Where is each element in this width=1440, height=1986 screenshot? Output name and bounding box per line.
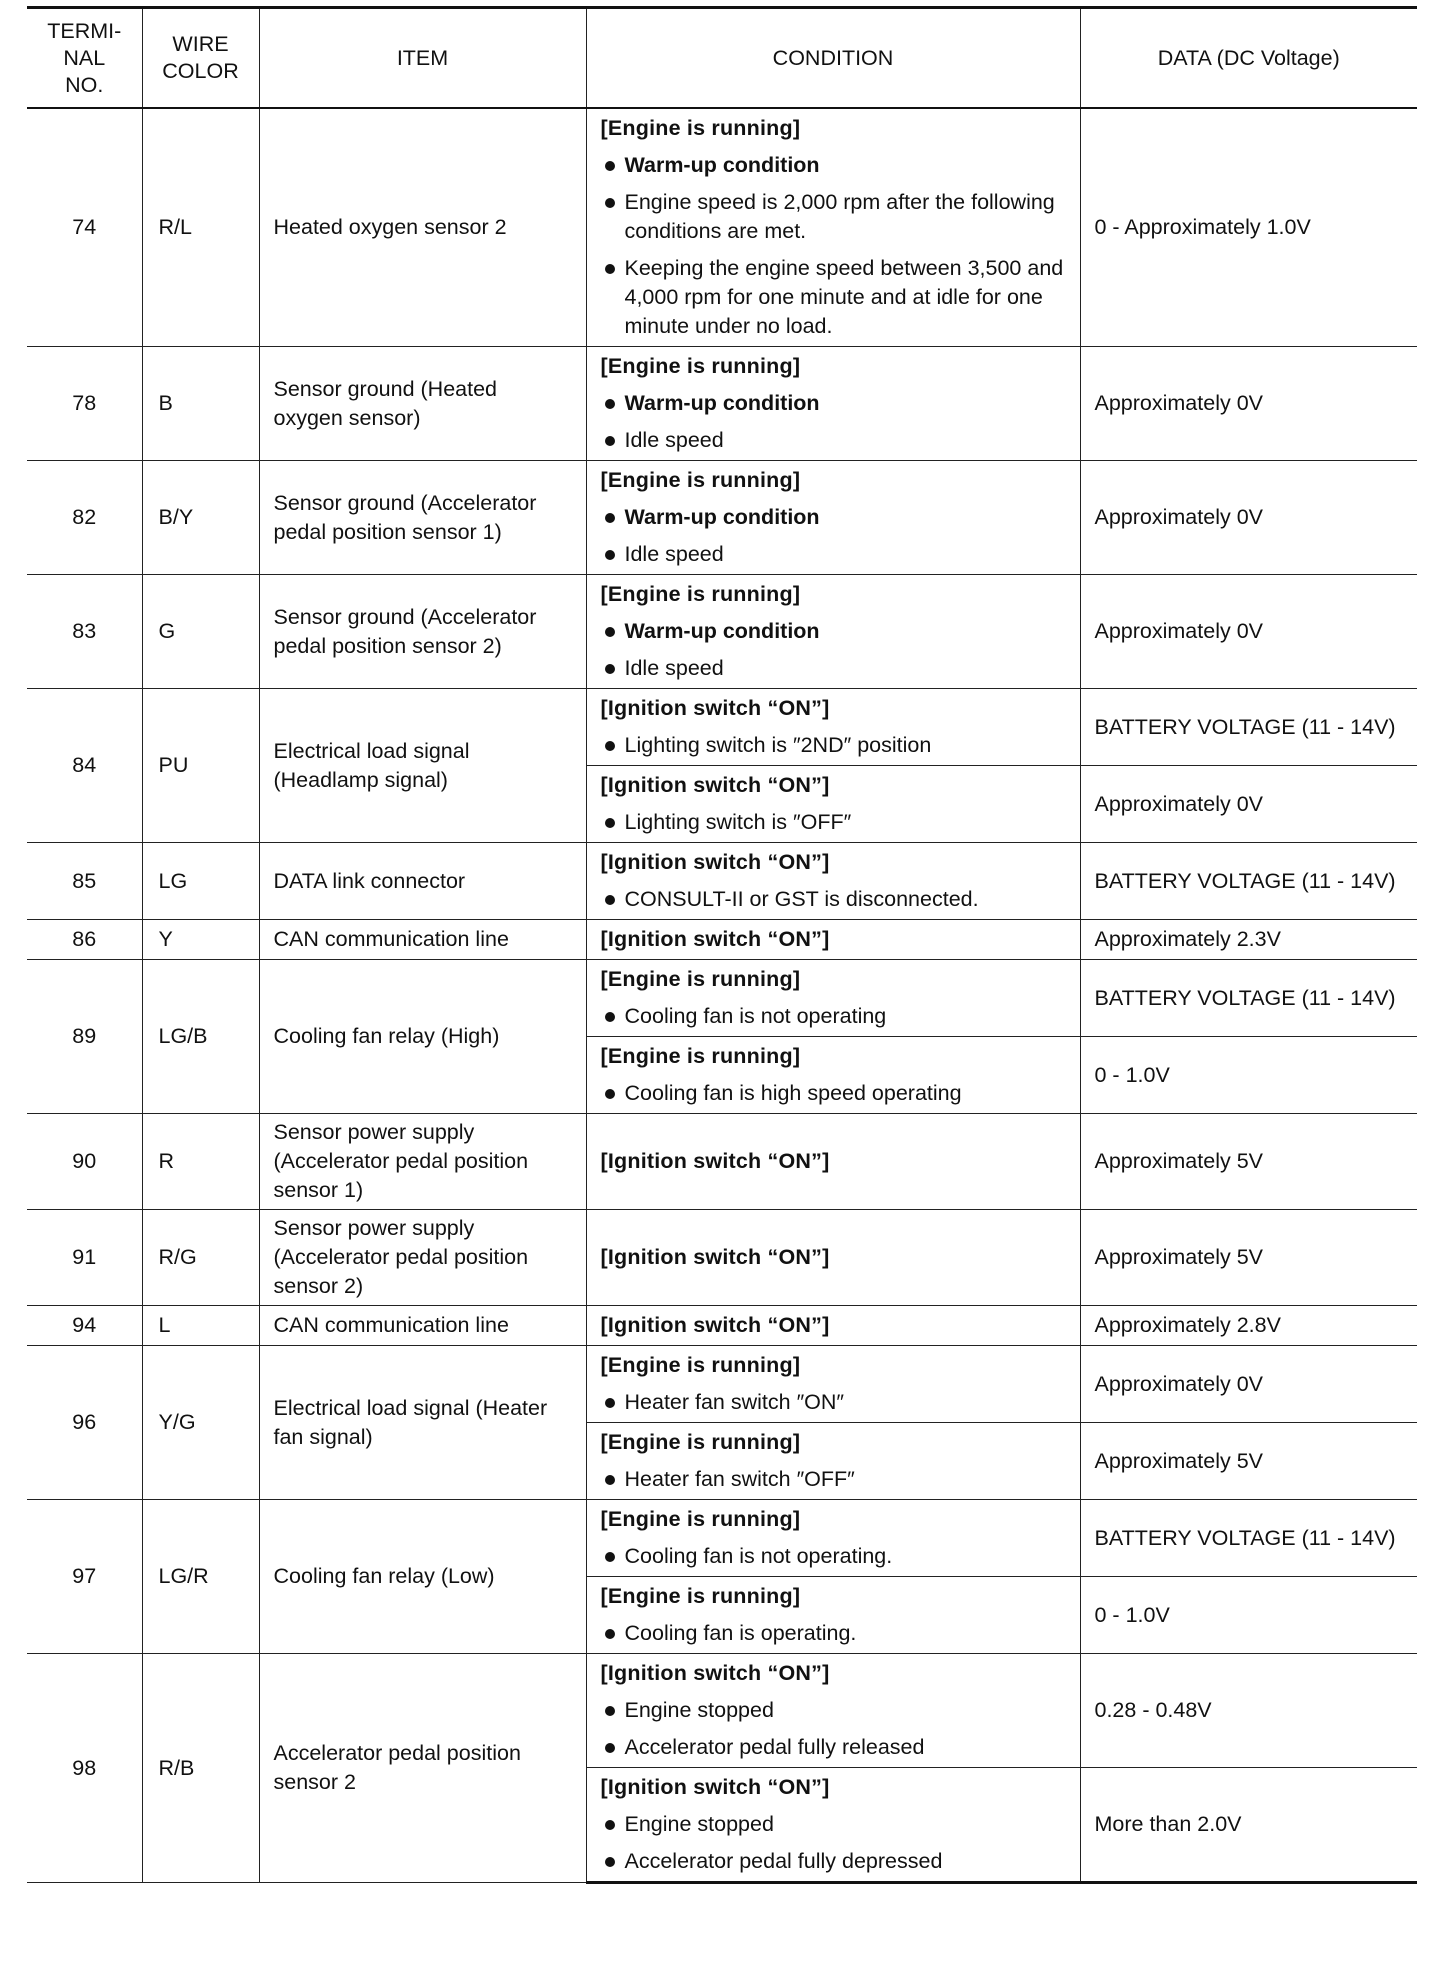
condition-cell — [586, 1577, 1080, 1654]
condition-bullet: Cooling fan is not operating. — [601, 1542, 1068, 1571]
wire-color: LG — [142, 843, 259, 920]
item-description: Electrical load signal (Heater fan signal) — [259, 1346, 586, 1500]
dc-voltage-value: Approximately 5V — [1080, 1114, 1417, 1210]
terminal-number: 89 — [27, 960, 142, 1114]
table-row — [27, 920, 1417, 960]
condition-cell — [586, 1037, 1080, 1114]
condition-cell — [586, 1114, 1080, 1210]
table-row — [27, 689, 1417, 766]
condition-bullet: Idle speed — [601, 654, 1068, 683]
dc-voltage-value: Approximately 0V — [1080, 347, 1417, 461]
terminal-number: 82 — [27, 461, 142, 575]
condition-bullet: Warm-up condition — [601, 151, 1068, 180]
condition-cell — [586, 920, 1080, 960]
condition-cell — [586, 843, 1080, 920]
item-description: Sensor ground (Accelerator pedal position sensor 2) — [259, 575, 586, 689]
wire-color: R/L — [142, 108, 259, 347]
terminal-table-container — [27, 6, 1417, 1884]
wire-color: PU — [142, 689, 259, 843]
condition-header: [Engine is running] — [600, 582, 801, 606]
dc-voltage-value: BATTERY VOLTAGE (11 - 14V) — [1080, 1500, 1417, 1577]
terminal-number: 85 — [27, 843, 142, 920]
condition-bullet: Keeping the engine speed between 3,500 and 4,000 rpm for one minute and at idle for one minute under no load. — [601, 254, 1068, 341]
dc-voltage-value: BATTERY VOLTAGE (11 - 14V) — [1080, 843, 1417, 920]
condition-bullet: Warm-up condition — [601, 503, 1068, 532]
condition-bullet: Engine stopped — [601, 1696, 1068, 1725]
condition-header: [Engine is running] — [600, 1584, 801, 1608]
condition-bullet: Accelerator pedal fully depressed — [601, 1847, 1068, 1876]
condition-bullet: Cooling fan is high speed operating — [601, 1079, 1068, 1108]
terminal-number: 96 — [27, 1346, 142, 1500]
condition-cell — [586, 461, 1080, 575]
item-description: CAN communication line — [259, 1306, 586, 1346]
header-condition: CONDITION — [586, 8, 1080, 109]
ecm-terminal-table — [27, 6, 1417, 1884]
condition-cell — [586, 575, 1080, 689]
condition-bullet: Warm-up condition — [601, 389, 1068, 418]
item-description: Cooling fan relay (High) — [259, 960, 586, 1114]
dc-voltage-value: 0.28 - 0.48V — [1080, 1654, 1417, 1768]
item-description: Sensor power supply (Accelerator pedal position sensor 1) — [259, 1114, 586, 1210]
table-row — [27, 1500, 1417, 1577]
wire-color: LG/B — [142, 960, 259, 1114]
terminal-number: 74 — [27, 108, 142, 347]
terminal-number: 84 — [27, 689, 142, 843]
condition-cell — [586, 1654, 1080, 1768]
wire-color: B — [142, 347, 259, 461]
dc-voltage-value: BATTERY VOLTAGE (11 - 14V) — [1080, 689, 1417, 766]
condition-cell — [586, 1768, 1080, 1883]
table-row — [27, 1654, 1417, 1768]
condition-bullet: Cooling fan is not operating — [601, 1002, 1068, 1031]
condition-header: [Ignition switch “ON”] — [600, 927, 830, 951]
table-row — [27, 108, 1417, 347]
condition-header: [Ignition switch “ON”] — [600, 696, 830, 720]
table-row — [27, 843, 1417, 920]
condition-bullet: Idle speed — [601, 540, 1068, 569]
wire-color: R/B — [142, 1654, 259, 1883]
wire-color: Y — [142, 920, 259, 960]
dc-voltage-value: More than 2.0V — [1080, 1768, 1417, 1883]
table-row — [27, 960, 1417, 1037]
condition-cell — [586, 108, 1080, 347]
dc-voltage-value: 0 - Approximately 1.0V — [1080, 108, 1417, 347]
condition-header: [Engine is running] — [600, 1430, 801, 1454]
condition-bullet: Warm-up condition — [601, 617, 1068, 646]
condition-bullet: Heater fan switch ″ON″ — [601, 1388, 1068, 1417]
item-description: DATA link connector — [259, 843, 586, 920]
condition-cell — [586, 689, 1080, 766]
condition-bullet: Cooling fan is operating. — [601, 1619, 1068, 1648]
table-header-row — [27, 8, 1417, 109]
dc-voltage-value: Approximately 0V — [1080, 575, 1417, 689]
condition-bullet: Idle speed — [601, 426, 1068, 455]
dc-voltage-value: Approximately 2.8V — [1080, 1306, 1417, 1346]
wire-color: L — [142, 1306, 259, 1346]
dc-voltage-value: Approximately 5V — [1080, 1210, 1417, 1306]
condition-header: [Engine is running] — [600, 1044, 801, 1068]
condition-header: [Ignition switch “ON”] — [600, 1661, 830, 1685]
condition-bullet: Accelerator pedal fully released — [601, 1733, 1068, 1762]
terminal-number: 91 — [27, 1210, 142, 1306]
wire-color: G — [142, 575, 259, 689]
condition-cell — [586, 766, 1080, 843]
condition-bullet: CONSULT-II or GST is disconnected. — [601, 885, 1068, 914]
wire-color: LG/R — [142, 1500, 259, 1654]
wire-color: R — [142, 1114, 259, 1210]
condition-header: [Ignition switch “ON”] — [600, 1313, 830, 1337]
condition-bullet: Engine stopped — [601, 1810, 1068, 1839]
dc-voltage-value: Approximately 2.3V — [1080, 920, 1417, 960]
item-description: Electrical load signal (Headlamp signal) — [259, 689, 586, 843]
item-description: Sensor ground (Heated oxygen sensor) — [259, 347, 586, 461]
dc-voltage-value: 0 - 1.0V — [1080, 1037, 1417, 1114]
condition-cell — [586, 1306, 1080, 1346]
item-description: Sensor power supply (Accelerator pedal position sensor 2) — [259, 1210, 586, 1306]
item-description: Sensor ground (Accelerator pedal position sensor 1) — [259, 461, 586, 575]
item-description: Cooling fan relay (Low) — [259, 1500, 586, 1654]
table-row — [27, 575, 1417, 689]
condition-header: [Ignition switch “ON”] — [600, 850, 830, 874]
condition-header: [Engine is running] — [600, 116, 801, 140]
table-body — [27, 108, 1417, 1883]
condition-cell — [586, 347, 1080, 461]
table-row — [27, 461, 1417, 575]
condition-bullet: Lighting switch is ″2ND″ position — [601, 731, 1068, 760]
condition-cell — [586, 1423, 1080, 1500]
table-row — [27, 1306, 1417, 1346]
wire-color: B/Y — [142, 461, 259, 575]
item-description: Accelerator pedal position sensor 2 — [259, 1654, 586, 1883]
header-terminal: TERMI- NAL NO. — [27, 8, 142, 109]
condition-header: [Ignition switch “ON”] — [600, 1775, 830, 1799]
condition-cell — [586, 1210, 1080, 1306]
condition-bullet: Engine speed is 2,000 rpm after the following conditions are met. — [601, 188, 1068, 246]
condition-header: [Engine is running] — [600, 1507, 801, 1531]
condition-header: [Engine is running] — [600, 354, 801, 378]
wire-color: R/G — [142, 1210, 259, 1306]
wire-color: Y/G — [142, 1346, 259, 1500]
header-item: ITEM — [259, 8, 586, 109]
table-row — [27, 1346, 1417, 1423]
table-row — [27, 1114, 1417, 1210]
terminal-number: 94 — [27, 1306, 142, 1346]
condition-header: [Ignition switch “ON”] — [600, 1245, 830, 1269]
condition-header: [Engine is running] — [600, 967, 801, 991]
table-row — [27, 347, 1417, 461]
dc-voltage-value: 0 - 1.0V — [1080, 1577, 1417, 1654]
table-row — [27, 1210, 1417, 1306]
condition-bullet: Heater fan switch ″OFF″ — [601, 1465, 1068, 1494]
terminal-number: 83 — [27, 575, 142, 689]
dc-voltage-value: Approximately 0V — [1080, 461, 1417, 575]
item-description: CAN communication line — [259, 920, 586, 960]
condition-cell — [586, 1346, 1080, 1423]
header-wire-color: WIRE COLOR — [142, 8, 259, 109]
condition-header: [Ignition switch “ON”] — [600, 773, 830, 797]
terminal-number: 78 — [27, 347, 142, 461]
condition-header: [Engine is running] — [600, 468, 801, 492]
condition-cell — [586, 960, 1080, 1037]
header-data: DATA (DC Voltage) — [1080, 8, 1417, 109]
dc-voltage-value: Approximately 0V — [1080, 766, 1417, 843]
dc-voltage-value: Approximately 5V — [1080, 1423, 1417, 1500]
terminal-number: 97 — [27, 1500, 142, 1654]
condition-header: [Ignition switch “ON”] — [600, 1149, 830, 1173]
terminal-number: 90 — [27, 1114, 142, 1210]
condition-header: [Engine is running] — [600, 1353, 801, 1377]
dc-voltage-value: Approximately 0V — [1080, 1346, 1417, 1423]
condition-bullet: Lighting switch is ″OFF″ — [601, 808, 1068, 837]
dc-voltage-value: BATTERY VOLTAGE (11 - 14V) — [1080, 960, 1417, 1037]
item-description: Heated oxygen sensor 2 — [259, 108, 586, 347]
terminal-number: 86 — [27, 920, 142, 960]
terminal-number: 98 — [27, 1654, 142, 1883]
condition-cell — [586, 1500, 1080, 1577]
